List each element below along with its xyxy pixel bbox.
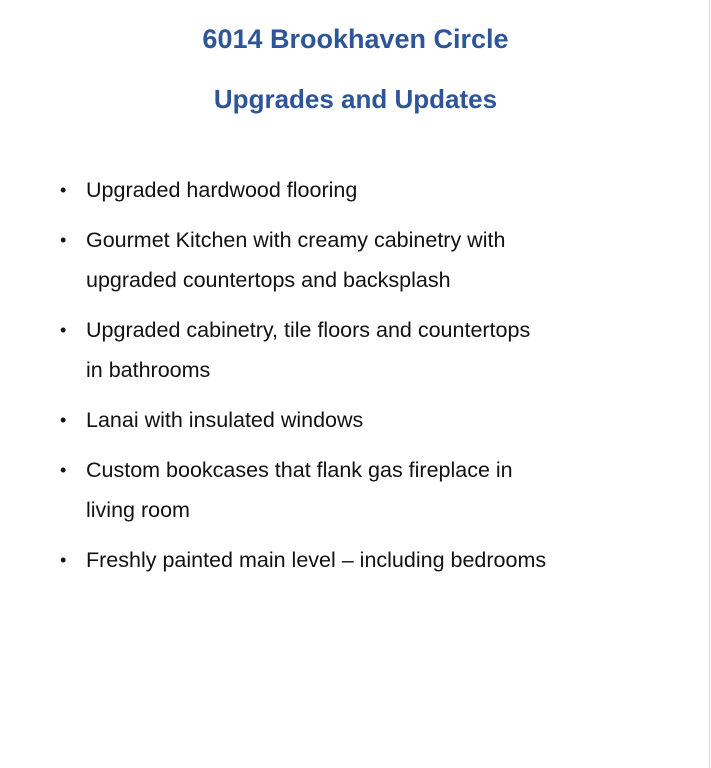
list-item-text: upgraded countertops and backsplash [86, 268, 451, 292]
page-title: 6014 Brookhaven Circle [202, 24, 509, 54]
list-item-text: Freshly painted main level – including bedrooms [86, 548, 547, 572]
bullet-icon: • [60, 410, 67, 430]
list-item-text: Upgraded hardwood flooring [86, 178, 358, 202]
list-item [60, 540, 680, 580]
list-item-text: Lanai with insulated windows [86, 408, 364, 432]
upgrades-list [60, 170, 680, 590]
list-item [60, 400, 680, 440]
bullet-icon: • [60, 230, 67, 250]
list-item-text: living room [86, 498, 190, 522]
bullet-icon: • [60, 550, 67, 570]
list-item-text: Upgraded cabinetry, tile floors and countertops [86, 318, 531, 342]
list-item-text: in bathrooms [86, 358, 211, 382]
list-item-text: Custom bookcases that flank gas fireplace in [86, 458, 513, 482]
list-item-text: Gourmet Kitchen with creamy cabinetry with [86, 228, 506, 252]
list-item [60, 170, 680, 210]
bullet-icon: • [60, 320, 67, 340]
bullet-icon: • [60, 460, 67, 480]
bullet-icon: • [60, 180, 67, 200]
list-item [60, 310, 680, 390]
list-item [60, 220, 680, 300]
page-subtitle: Upgrades and Updates [213, 84, 498, 114]
list-item [60, 450, 680, 530]
